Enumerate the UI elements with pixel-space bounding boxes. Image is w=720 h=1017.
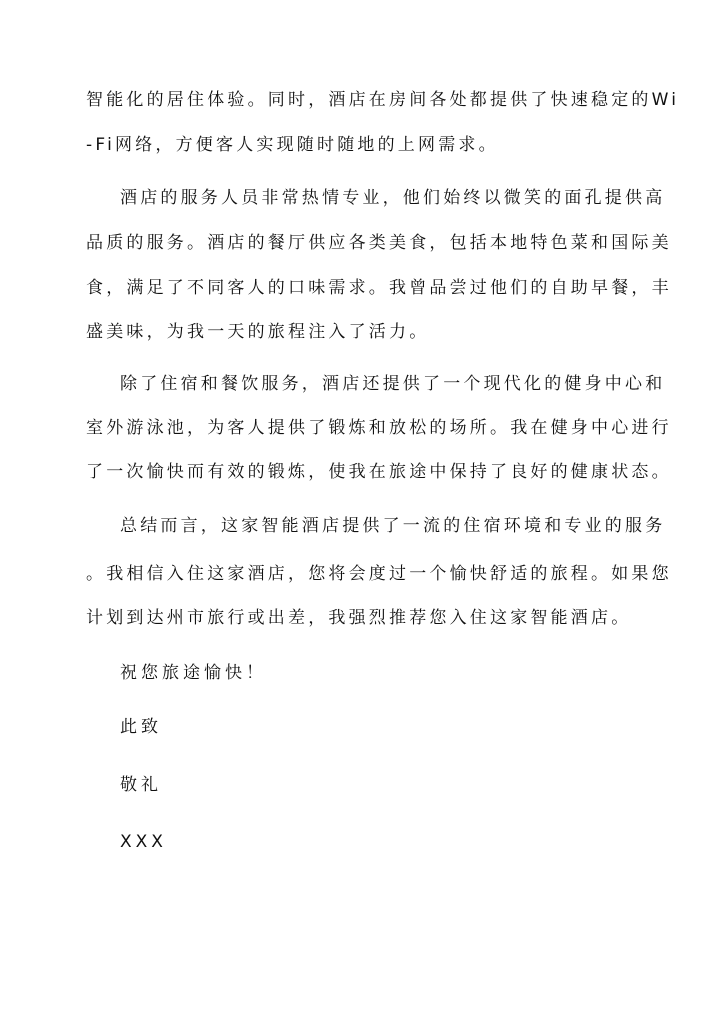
paragraph-4-line-3: 计划到达州市旅行或出差，我强烈推荐您入住这家智能酒店。 (86, 608, 632, 628)
paragraph-2-line-3: 食，满足了不同客人的口味需求。我曾品尝过他们的自助早餐，丰 (86, 278, 672, 298)
closing-salutation-1: 此致 (120, 717, 162, 737)
paragraph-2-line-1: 酒店的服务人员非常热情专业，他们始终以微笑的面孔提供高 (120, 188, 666, 208)
paragraph-2-line-2: 品质的服务。酒店的餐厅供应各类美食，包括本地特色菜和国际美 (86, 233, 672, 253)
paragraph-1-line-1: 智能化的居住体验。同时，酒店在房间各处都提供了快速稳定的Wi (86, 90, 680, 110)
signature: XXX (120, 832, 167, 852)
paragraph-3-line-2: 室外游泳池，为客人提供了锻炼和放松的场所。我在健身中心进行 (86, 418, 672, 438)
paragraph-3-line-3: 了一次愉快而有效的锻炼，使我在旅途中保持了良好的健康状态。 (86, 462, 672, 482)
paragraph-3-line-1: 除了住宿和餐饮服务，酒店还提供了一个现代化的健身中心和 (120, 374, 666, 394)
closing-salutation-2: 敬礼 (120, 775, 162, 795)
paragraph-4-line-1: 总结而言，这家智能酒店提供了一流的住宿环境和专业的服务 (120, 516, 666, 536)
paragraph-2-line-4: 盛美味，为我一天的旅程注入了活力。 (86, 322, 430, 342)
paragraph-4-line-2: 。我相信入住这家酒店，您将会度过一个愉快舒适的旅程。如果您 (86, 564, 672, 584)
closing-wish: 祝您旅途愉快！ (120, 663, 267, 683)
paragraph-1-line-2: -Fi网络，方便客人实现随时随地的上网需求。 (86, 135, 499, 155)
